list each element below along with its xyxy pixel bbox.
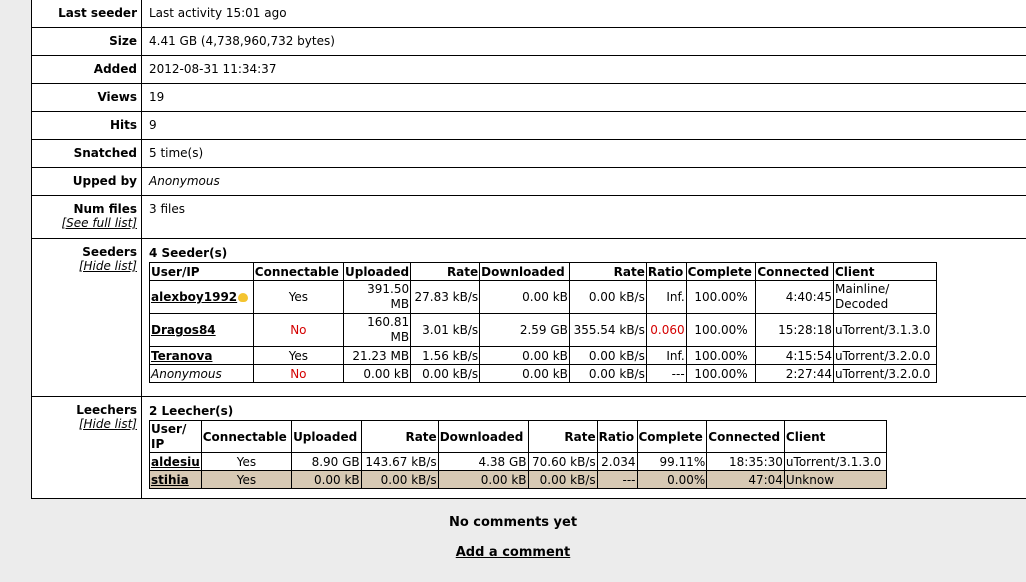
- see-full-list-link[interactable]: [See full list]: [61, 216, 137, 230]
- uploaded-cell: 160.81 MB: [343, 314, 410, 347]
- col-ratio: Ratio: [646, 263, 686, 281]
- uploaded-cell: 391.50 MB: [343, 281, 410, 314]
- col-downloaded: Downloaded: [438, 421, 528, 453]
- connectable-cell: Yes: [253, 281, 343, 314]
- col-connected: Connected: [756, 263, 834, 281]
- down-rate-cell: 0.00 kB/s: [569, 365, 646, 383]
- torrent-details-table: [31, 0, 1026, 499]
- col-down-rate: Rate: [569, 263, 646, 281]
- connectable-cell: No: [253, 365, 343, 383]
- col-user-ip: User/IP: [150, 263, 254, 281]
- user-link[interactable]: stihia: [151, 472, 189, 487]
- connected-cell: 47:04: [707, 471, 785, 489]
- detail-label: Added: [32, 56, 142, 83]
- up-rate-cell: 1.56 kB/s: [411, 347, 480, 365]
- connected-cell: 18:35:30: [707, 453, 785, 471]
- client-cell: uTorrent/3.1.3.0: [834, 314, 937, 347]
- up-rate-cell: 27.83 kB/s: [411, 281, 480, 314]
- user-cell: [150, 281, 254, 314]
- seeders-label: Seeders: [82, 245, 137, 259]
- no-comments-text: No comments yet: [448, 515, 578, 530]
- connectable-cell: Yes: [201, 453, 291, 471]
- seeders-hide-list-link[interactable]: [Hide list]: [78, 259, 137, 273]
- leechers-section: [32, 397, 1026, 499]
- complete-cell: 100.00%: [686, 365, 756, 383]
- num-files-label: Num files: [73, 202, 137, 216]
- seeders-count: 4 Seeder(s): [149, 246, 228, 260]
- leechers-label-cell: [32, 397, 142, 498]
- table-row: [150, 314, 937, 347]
- connectable-cell: Yes: [253, 347, 343, 365]
- add-comment-wrapper: [0, 545, 1026, 560]
- connectable-cell: No: [253, 314, 343, 347]
- uploaded-cell: 8.90 GB: [292, 453, 362, 471]
- detail-value: 5 time(s): [149, 146, 204, 160]
- user-cell: [150, 471, 202, 489]
- col-ratio: Ratio: [597, 421, 637, 453]
- detail-row-size: [32, 28, 1026, 56]
- col-connectable: Connectable: [201, 421, 291, 453]
- col-up-rate: Rate: [411, 263, 480, 281]
- col-down-rate: Rate: [528, 421, 597, 453]
- ratio-cell: 2.034: [597, 453, 637, 471]
- user-cell: Anonymous: [150, 365, 254, 383]
- detail-row-upped-by: [32, 168, 1026, 196]
- seeders-section: [32, 239, 1026, 397]
- detail-value: 19: [149, 90, 165, 104]
- col-complete: Complete: [686, 263, 756, 281]
- connectable-cell: Yes: [201, 471, 291, 489]
- detail-value: 3 files: [149, 202, 185, 216]
- col-up-rate: Rate: [361, 421, 438, 453]
- connected-cell: 15:28:18: [756, 314, 834, 347]
- downloaded-cell: 0.00 kB: [438, 471, 528, 489]
- client-cell: uTorrent/3.1.3.0: [784, 453, 886, 471]
- user-cell: [150, 347, 254, 365]
- user-link[interactable]: Teranova: [151, 348, 213, 363]
- seeders-table: [149, 262, 937, 383]
- complete-cell: 0.00%: [637, 471, 707, 489]
- client-cell: uTorrent/3.2.0.0: [834, 365, 937, 383]
- down-rate-cell: 0.00 kB/s: [569, 281, 646, 314]
- detail-label: Last seeder: [32, 0, 142, 27]
- down-rate-cell: 70.60 kB/s: [528, 453, 597, 471]
- table-row: [150, 453, 887, 471]
- ratio-cell: ---: [646, 365, 686, 383]
- smiley-icon: [238, 293, 248, 302]
- client-cell: Mainline/ Decoded: [834, 281, 937, 314]
- downloaded-cell: 0.00 kB: [480, 347, 570, 365]
- leechers-header-row: [150, 421, 887, 453]
- uploader-name: Anonymous: [149, 174, 220, 188]
- detail-label: [32, 196, 142, 238]
- user-link[interactable]: aldesiu: [151, 454, 200, 469]
- table-row: [150, 365, 937, 383]
- down-rate-cell: 355.54 kB/s: [569, 314, 646, 347]
- downloaded-cell: 0.00 kB: [480, 365, 570, 383]
- complete-cell: 100.00%: [686, 347, 756, 365]
- detail-row-num-files: [32, 196, 1026, 239]
- detail-value: 2012-08-31 11:34:37: [149, 62, 277, 76]
- detail-value: 4.41 GB (4,738,960,732 bytes): [149, 34, 335, 48]
- ratio-cell: Inf.: [646, 347, 686, 365]
- downloaded-cell: 4.38 GB: [438, 453, 528, 471]
- col-user-ip: User/ IP: [150, 421, 202, 453]
- up-rate-cell: 0.00 kB/s: [411, 365, 480, 383]
- uploaded-cell: 0.00 kB: [343, 365, 410, 383]
- downloaded-cell: 2.59 GB: [480, 314, 570, 347]
- connected-cell: 4:15:54: [756, 347, 834, 365]
- client-cell: Unknow: [784, 471, 886, 489]
- connected-cell: 2:27:44: [756, 365, 834, 383]
- leechers-table: [149, 420, 887, 489]
- col-client: Client: [784, 421, 886, 453]
- complete-cell: 100.00%: [686, 314, 756, 347]
- col-downloaded: Downloaded: [480, 263, 570, 281]
- col-connectable: Connectable: [253, 263, 343, 281]
- ratio-cell: Inf.: [646, 281, 686, 314]
- user-cell: [150, 453, 202, 471]
- table-row-highlighted: [150, 471, 887, 489]
- downloaded-cell: 0.00 kB: [480, 281, 570, 314]
- col-uploaded: Uploaded: [344, 264, 410, 279]
- user-link[interactable]: alexboy1992: [151, 290, 238, 304]
- detail-row-snatched: [32, 140, 1026, 168]
- complete-cell: 99.11%: [637, 453, 707, 471]
- col-connected: Connected: [707, 421, 785, 453]
- detail-row-added: [32, 56, 1026, 84]
- user-link[interactable]: Dragos84: [151, 323, 216, 337]
- detail-row-views: [32, 84, 1026, 112]
- complete-cell: 100.00%: [686, 281, 756, 314]
- uploaded-cell: 21.23 MB: [343, 347, 410, 365]
- col-client: Client: [834, 263, 937, 281]
- add-comment-link[interactable]: Add a comment: [455, 545, 571, 560]
- detail-label: Upped by: [32, 168, 142, 195]
- detail-value: Last activity 15:01 ago: [149, 6, 287, 20]
- uploaded-cell: 0.00 kB: [292, 471, 362, 489]
- detail-label: Size: [32, 28, 142, 55]
- leechers-hide-list-link[interactable]: [Hide list]: [78, 417, 137, 431]
- detail-label: Hits: [32, 112, 142, 139]
- down-rate-cell: 0.00 kB/s: [569, 347, 646, 365]
- detail-row-last-seeder: [32, 0, 1026, 28]
- up-rate-cell: 0.00 kB/s: [361, 471, 438, 489]
- ratio-cell: 0.060: [646, 314, 686, 347]
- down-rate-cell: 0.00 kB/s: [528, 471, 597, 489]
- client-cell: uTorrent/3.2.0.0: [834, 347, 937, 365]
- connected-cell: 4:40:45: [756, 281, 834, 314]
- leechers-count: 2 Leecher(s): [149, 404, 234, 418]
- table-row: [150, 281, 937, 314]
- detail-row-hits: [32, 112, 1026, 140]
- detail-label: Views: [32, 84, 142, 111]
- up-rate-cell: 143.67 kB/s: [361, 453, 438, 471]
- col-complete: Complete: [637, 421, 707, 453]
- col-uploaded: Uploaded: [292, 421, 362, 453]
- seeders-label-cell: [32, 239, 142, 396]
- user-cell: [150, 314, 254, 347]
- table-row: [150, 347, 937, 365]
- up-rate-cell: 3.01 kB/s: [411, 314, 480, 347]
- detail-value: 9: [149, 118, 157, 132]
- seeders-header-row: [150, 263, 937, 281]
- leechers-label: Leechers: [76, 403, 137, 417]
- detail-label: Snatched: [32, 140, 142, 167]
- ratio-cell: ---: [597, 471, 637, 489]
